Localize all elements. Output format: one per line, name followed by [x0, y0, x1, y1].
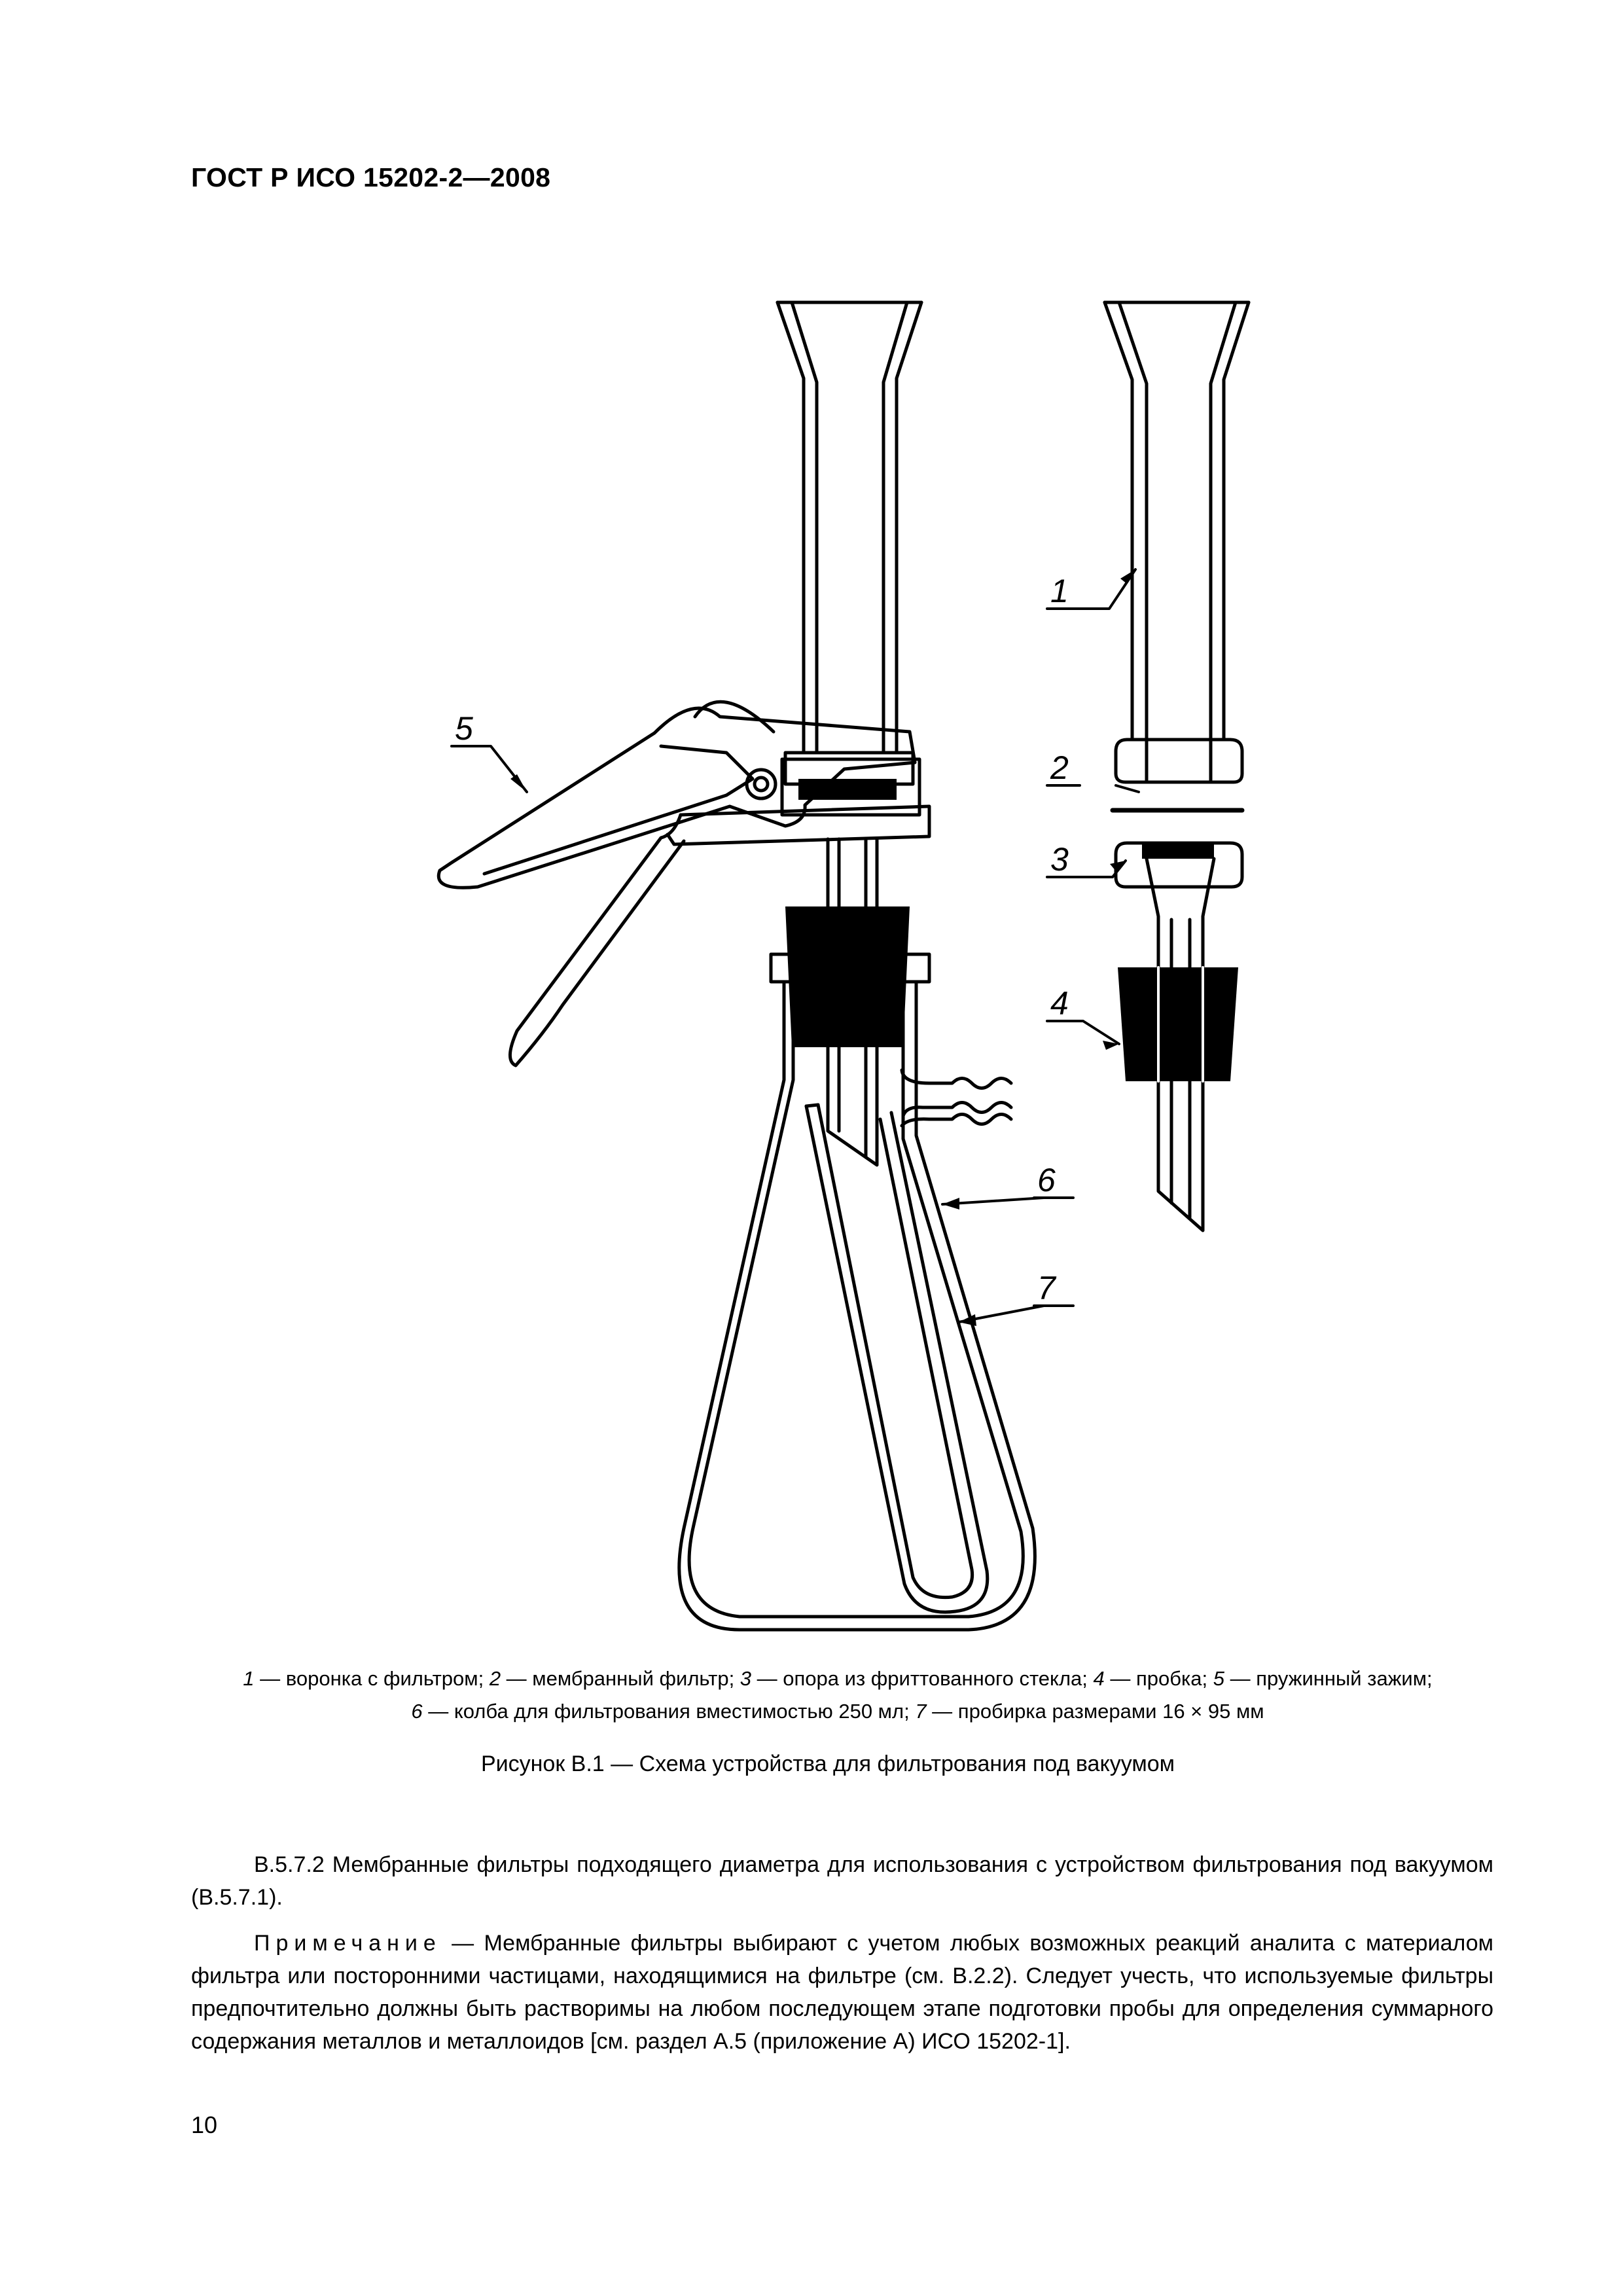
assembled-stopper — [785, 906, 910, 1047]
figure-caption: Рисунок В.1 — Схема устройства для фильтрования под вакуумом — [480, 1751, 1175, 1776]
legend-line-2: 6 — колба для фильтрования вместимостью 250 мл; 7 — пробирка размерами 16 × 95 мм — [411, 1700, 1264, 1723]
note-paragraph: Примечание — Мембранные фильтры выбирают с учетом любых возможных реакций аналита с материалом фильтра или посторонними частицами, находящимися на фильтре (см. В.2.2). Следует учесть, что используемые фильтры предпочтительно должны быть растворимы на любом последующем этапе подготовки пробы для определения суммарного содержания металлов и металлоидов [см. раздел А.5 (приложение А) ИСО 15202-1]. — [191, 1931, 1493, 2054]
callout-2: 2 — [1050, 749, 1069, 786]
callout-1: 1 — [1050, 573, 1069, 609]
note-label: Примечание — [254, 1931, 442, 1956]
legend-line-1: 1 — воронка с фильтром; 2 — мембранный фильтр; 3 — опора из фриттованного стекла; 4 — пробка; 5 — пружинный зажим; — [243, 1667, 1433, 1690]
paragraph-b572: В.5.7.2 Мембранные фильтры подходящего диаметра для использования с устройством фильтрования под вакуумом (В.5.7.1). — [191, 1852, 1493, 1910]
callout-3: 3 — [1050, 841, 1069, 878]
page-number: 10 — [191, 2111, 218, 2138]
callout-5: 5 — [455, 710, 473, 747]
clamped-membrane — [798, 779, 897, 800]
callout-6: 6 — [1037, 1162, 1056, 1198]
callout-7: 7 — [1037, 1270, 1056, 1306]
figure-legend — [151, 1662, 1525, 1728]
assembled-funnel — [777, 302, 921, 751]
test-tube — [806, 1105, 988, 1612]
callout-4: 4 — [1050, 985, 1069, 1022]
exploded-stopper — [1118, 967, 1238, 1081]
exploded-funnel — [1105, 302, 1249, 782]
document-header: ГОСТ Р ИСО 15202-2—2008 — [191, 162, 551, 192]
